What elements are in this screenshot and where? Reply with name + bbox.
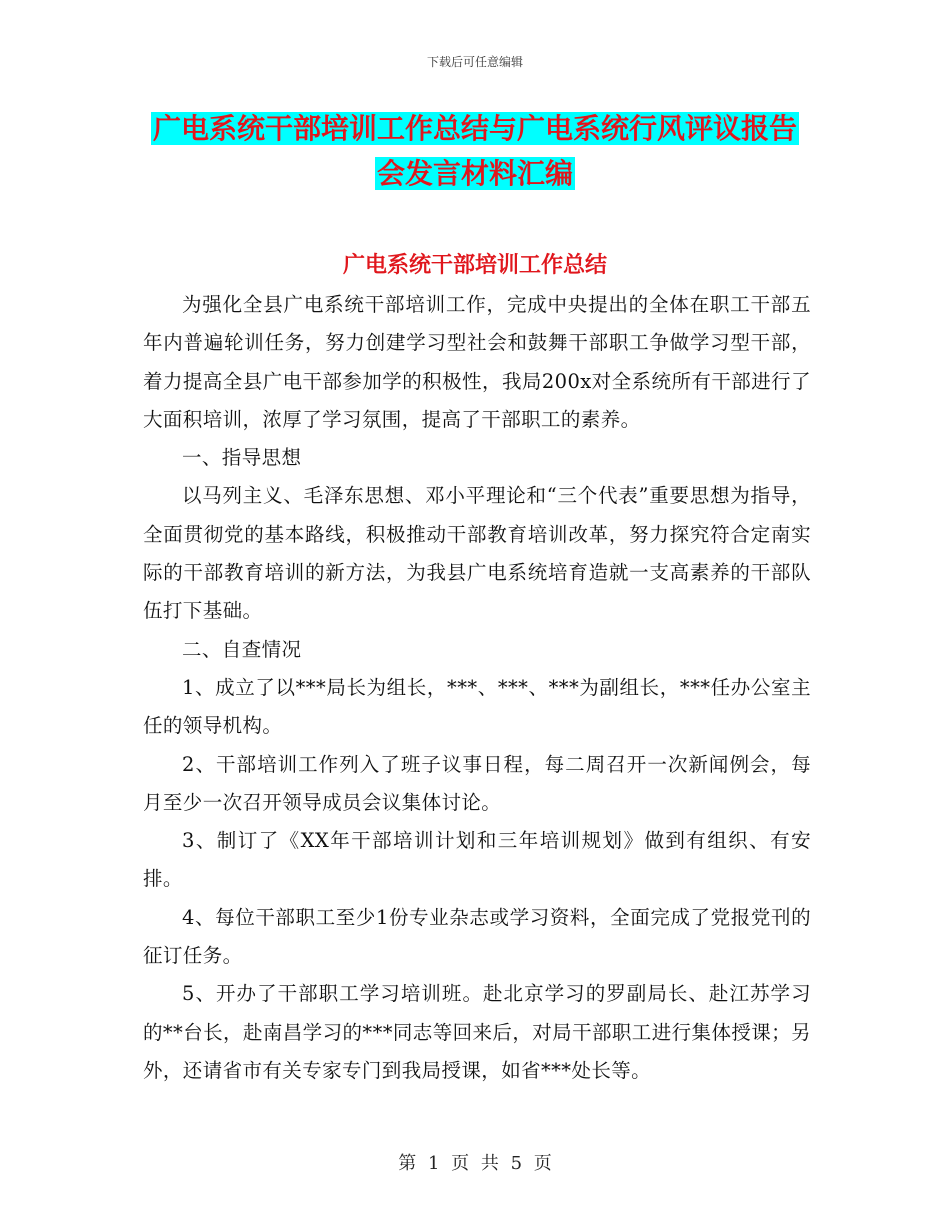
paragraph-intro: 为强化全县广电系统干部培训工作，完成中央提出的全体在职工干部五年内普遍轮训任务，努力创建学习型社会和鼓舞干部职工争做学习型干部，着力提高全县广电干部参加学的积极性，我局200x对全系统所有干部进行了大面积培训，浓厚了学习氛围，提高了干部职工的素养。 [143,293,811,431]
heading-guiding-thought: 一、指导思想 [182,446,302,470]
page-header-note: 下载后可任意编辑 [426,55,523,69]
paragraph-item-4: 4、每位干部职工至少1份专业杂志或学习资料，全面完成了党报党刊的征订任务。 [143,905,811,968]
paragraph-item-1: 1、成立了以***局长为组长，***、***、***为副组长，***任办公室主任的领导机构。 [143,675,811,738]
paragraph-guiding-thought: 以马列主义、毛泽东思想、邓小平理论和“三个代表”重要思想为指导，全面贯彻党的基本路线，积极推动干部教育培训改革，努力探究符合定南实际的干部教育培训的新方法，为我县广电系统培育造就一支高素养的干部队伍打下基础。 [143,484,811,623]
paragraph-item-2: 2、干部培训工作列入了班子议事日程，每二周召开一次新闻例会，每月至少一次召开领导成员会议集体讨论。 [143,752,811,814]
document-title-line-1 [0,110,950,148]
document-title-text-2: 会发言材料汇编 [376,157,573,190]
paragraph-item-5: 5、开办了干部职工学习培训班。赴北京学习的罗副局长、赴江苏学习的**台长，赴南昌学习的***同志等回来后，对局干部职工进行集体授课；另外，还请省市有关专家专门到我局授课，如省***处长等。 [143,982,811,1082]
paragraph-item-3: 3、制订了《XX年干部培训计划和三年培训规划》做到有组织、有安排。 [143,829,811,891]
section-title: 广电系统干部培训工作总结 [342,253,607,278]
document-title-line-2 [0,155,950,193]
document-body [143,286,811,1090]
document-title-text-1: 广电系统干部培训工作总结与广电系统行风评议报告 [152,112,797,145]
page-number-footer: 第 1 页 共 5 页 [398,1153,552,1174]
heading-self-inspection: 二、自查情况 [182,637,302,661]
